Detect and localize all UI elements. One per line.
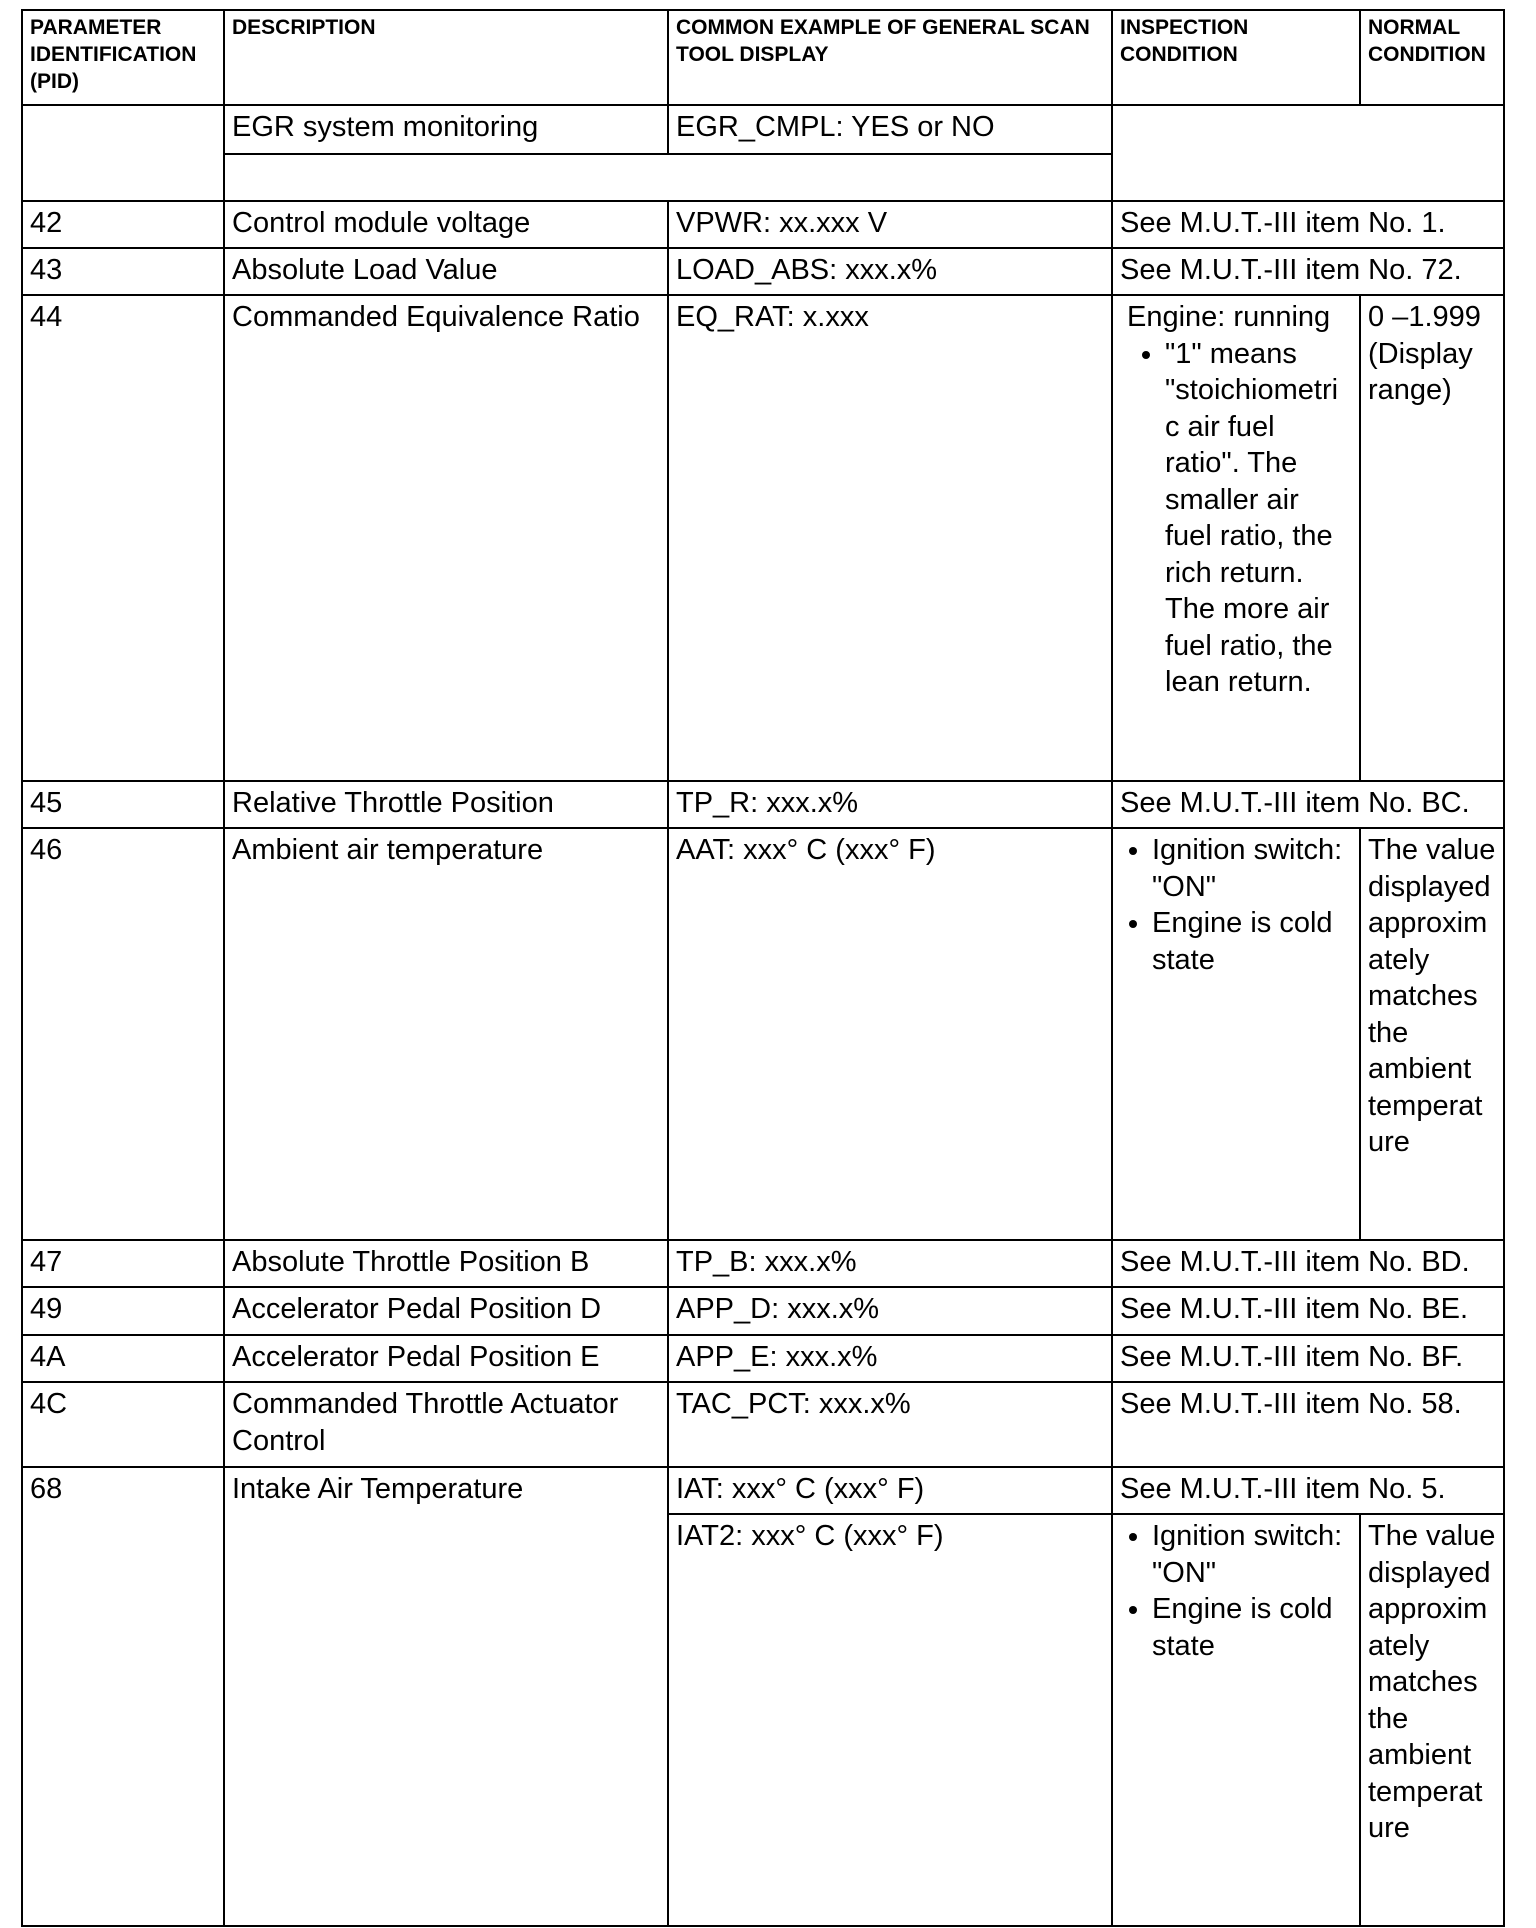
description-cell: Commanded Equivalence Ratio — [224, 295, 668, 781]
condition-cell — [1112, 105, 1504, 201]
pid-cell: 42 — [22, 201, 224, 248]
description-cell: Absolute Throttle Position B — [224, 1240, 668, 1287]
inspection-cell — [1112, 295, 1360, 781]
pid-cell: 68 — [22, 1467, 224, 1926]
display-cell: IAT: xxx° C (xxx° F) — [668, 1467, 1112, 1514]
description-cell: Ambient air temperature — [224, 828, 668, 1240]
description-cell: Control module voltage — [224, 201, 668, 248]
display-cell: APP_E: xxx.x% — [668, 1335, 1112, 1382]
table-row — [22, 1287, 1504, 1335]
table-row — [22, 1240, 1504, 1287]
inspection-bullet: • "1" means "stoichiometric air fuel ratio". The smaller air fuel ratio, the rich return. The more air fuel ratio, the lean return. — [1165, 336, 1352, 701]
condition-cell: See M.U.T.-III item No. 72. — [1112, 248, 1504, 295]
header-inspection: INSPECTION CONDITION — [1112, 10, 1360, 105]
inspection-lead: Engine: running — [1127, 301, 1331, 333]
description-cell: Accelerator Pedal Position D — [224, 1287, 668, 1335]
display-cell: TP_B: xxx.x% — [668, 1240, 1112, 1287]
pid-cell: 44 — [22, 295, 224, 781]
display-cell: VPWR: xx.xxx V — [668, 201, 1112, 248]
header-pid: PARAMETER IDENTIFICATION (PID) — [22, 10, 224, 105]
pid-cell: 4C — [22, 1382, 224, 1467]
condition-cell: See M.U.T.-III item No. BE. — [1112, 1287, 1504, 1335]
condition-cell: See M.U.T.-III item No. 5. — [1112, 1467, 1504, 1514]
condition-cell: See M.U.T.-III item No. BF. — [1112, 1335, 1504, 1382]
normal-cell: 0 –1.999 (Display range) — [1360, 295, 1504, 781]
table-row — [22, 105, 1504, 154]
display-cell: TAC_PCT: xxx.x% — [668, 1382, 1112, 1467]
description-cell: Intake Air Temperature — [224, 1467, 668, 1926]
table-row — [22, 248, 1504, 295]
description-cell: Commanded Throttle Actuator Control — [224, 1382, 668, 1467]
table-row — [22, 1382, 1504, 1467]
display-cell: EGR_CMPL: YES or NO — [668, 105, 1112, 154]
inspection-bullet: • Engine is cold state — [1152, 1591, 1352, 1664]
pid-cell: 46 — [22, 828, 224, 1240]
header-description: DESCRIPTION — [224, 10, 668, 105]
inspection-bullet: • Ignition switch: "ON" — [1152, 832, 1352, 905]
inspection-cell — [1112, 828, 1360, 1240]
condition-cell: See M.U.T.-III item No. 58. — [1112, 1382, 1504, 1467]
pid-table — [21, 9, 1505, 1927]
display-cell: IAT2: xxx° C (xxx° F) — [668, 1514, 1112, 1926]
blank-cell — [224, 154, 1112, 201]
table-row — [22, 295, 1504, 781]
inspection-bullet: • Engine is cold state — [1152, 905, 1352, 978]
table-row — [22, 1335, 1504, 1382]
condition-cell: See M.U.T.-III item No. BC. — [1112, 781, 1504, 828]
description-cell: Relative Throttle Position — [224, 781, 668, 828]
condition-cell: See M.U.T.-III item No. BD. — [1112, 1240, 1504, 1287]
display-cell: AAT: xxx° C (xxx° F) — [668, 828, 1112, 1240]
header-normal: NORMAL CONDITION — [1360, 10, 1504, 105]
table-row — [22, 828, 1504, 1240]
inspection-bullet: • Ignition switch: "ON" — [1152, 1518, 1352, 1591]
display-cell: EQ_RAT: x.xxx — [668, 295, 1112, 781]
display-cell: TP_R: xxx.x% — [668, 781, 1112, 828]
table-row — [22, 201, 1504, 248]
display-cell: LOAD_ABS: xxx.x% — [668, 248, 1112, 295]
pid-cell: 45 — [22, 781, 224, 828]
inspection-cell — [1112, 1514, 1360, 1926]
header-display: COMMON EXAMPLE OF GENERAL SCAN TOOL DISPLAY — [668, 10, 1112, 105]
table-row — [22, 1467, 1504, 1514]
pid-cell: 43 — [22, 248, 224, 295]
pid-cell — [22, 105, 224, 201]
normal-cell: The value displayed approximately matches the ambient temperature — [1360, 1514, 1504, 1926]
description-cell: Absolute Load Value — [224, 248, 668, 295]
pid-cell: 49 — [22, 1287, 224, 1335]
description-cell: Accelerator Pedal Position E — [224, 1335, 668, 1382]
header-row — [22, 10, 1504, 105]
condition-cell: See M.U.T.-III item No. 1. — [1112, 201, 1504, 248]
pid-cell: 47 — [22, 1240, 224, 1287]
display-cell: APP_D: xxx.x% — [668, 1287, 1112, 1335]
normal-cell: The value displayed approximately matches the ambient temperature — [1360, 828, 1504, 1240]
description-cell: EGR system monitoring — [224, 105, 668, 154]
table-row — [22, 781, 1504, 828]
pid-cell: 4A — [22, 1335, 224, 1382]
